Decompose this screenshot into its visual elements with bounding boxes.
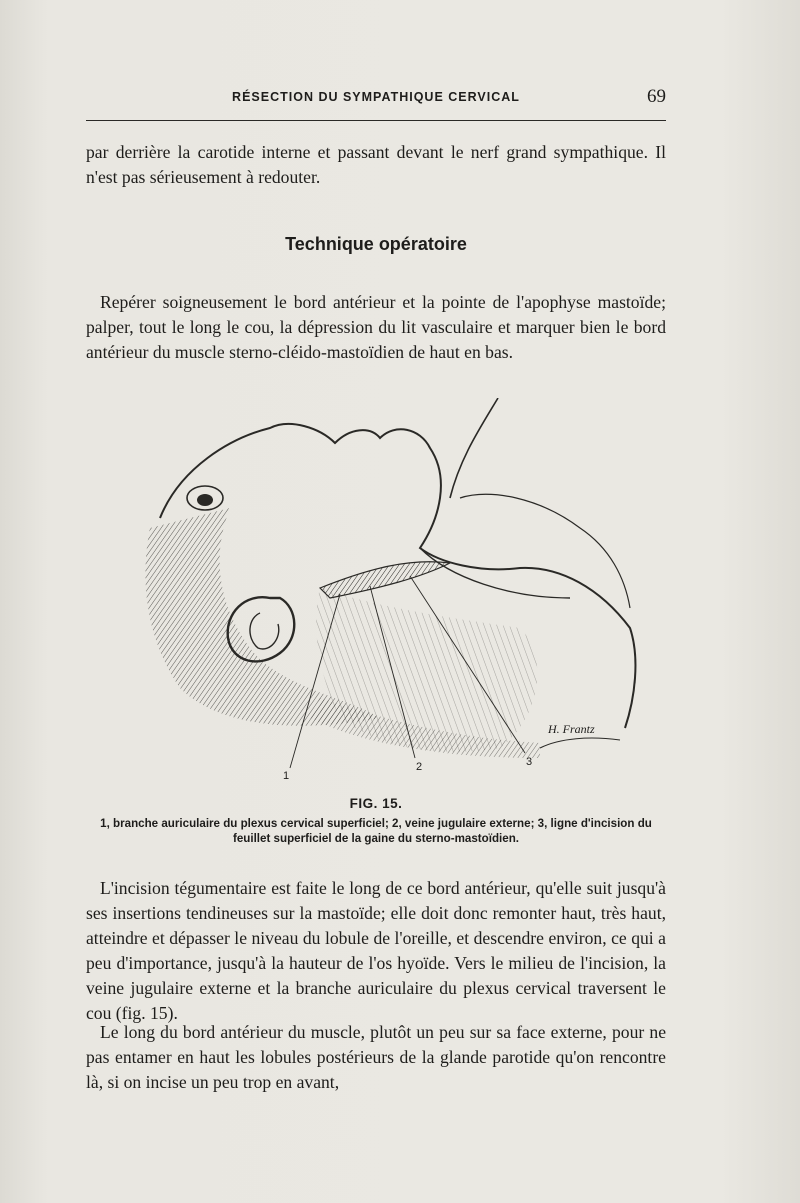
pupil [197, 494, 213, 506]
chest-line [460, 494, 630, 608]
anatomical-figure [120, 398, 650, 788]
paragraph-1: Repérer soigneusement le bord antérieur et la pointe de l'apophyse mastoïde; palper, tout le long le cou, la dépression du lit vasculaire et marquer bien le bord antérieur du muscle sterno-cléido-mastoïdien de haut en bas. [86, 292, 666, 362]
callout-label-1: 1 [283, 770, 290, 782]
figure-caption: 1, branche auriculaire du plexus cervical superficiel; 2, veine jugulaire externe; 3, ligne d'incision du feuillet superficiel de la gaine du sterno-mastoïdien. [100, 817, 652, 845]
running-head [86, 84, 666, 114]
artist-signature: H. Frantz [548, 722, 595, 736]
signature-flourish [540, 738, 620, 748]
running-title: RÉSECTION DU SYMPATHIQUE CERVICAL [232, 90, 520, 104]
incision [320, 562, 450, 598]
intro-paragraph: par derrière la carotide interne et passant devant le nerf grand sympathique. Il n'est pas sérieusement à redouter. [86, 142, 666, 187]
page-number: 69 [647, 86, 666, 107]
figure-label: FIG. 15. [349, 796, 403, 811]
ear-inner [250, 613, 279, 649]
section-heading: Technique opératoire [285, 234, 467, 254]
header-rule [86, 120, 666, 121]
shoulder-line [450, 398, 498, 498]
callout-label-3: 3 [526, 756, 533, 768]
paragraph-3: Le long du bord antérieur du muscle, plutôt un peu sur sa face externe, pour ne pas entamer en haut les lobules postérieurs de la glande parotide qu'on rencontre là, si on incise un peu trop en avant, [86, 1022, 666, 1092]
callout-label-2: 2 [416, 761, 423, 773]
neck-outline [420, 548, 570, 598]
paragraph-2: L'incision tégumentaire est faite le long de ce bord antérieur, qu'elle suit jusqu'à ses insertions tendineuses sur la mastoïde; elle doit donc remonter haut, très haut, atteindre et dépasser le niveau du lobule de l'oreille, et descendre environ, ce qui a peu d'importance, jusqu'à la hauteur de l'os hyoïde. Vers le milieu de l'incision, la veine jugulaire externe et la branche auriculaire du plexus cervical traversent le cou (fig. 15). [86, 878, 666, 1023]
